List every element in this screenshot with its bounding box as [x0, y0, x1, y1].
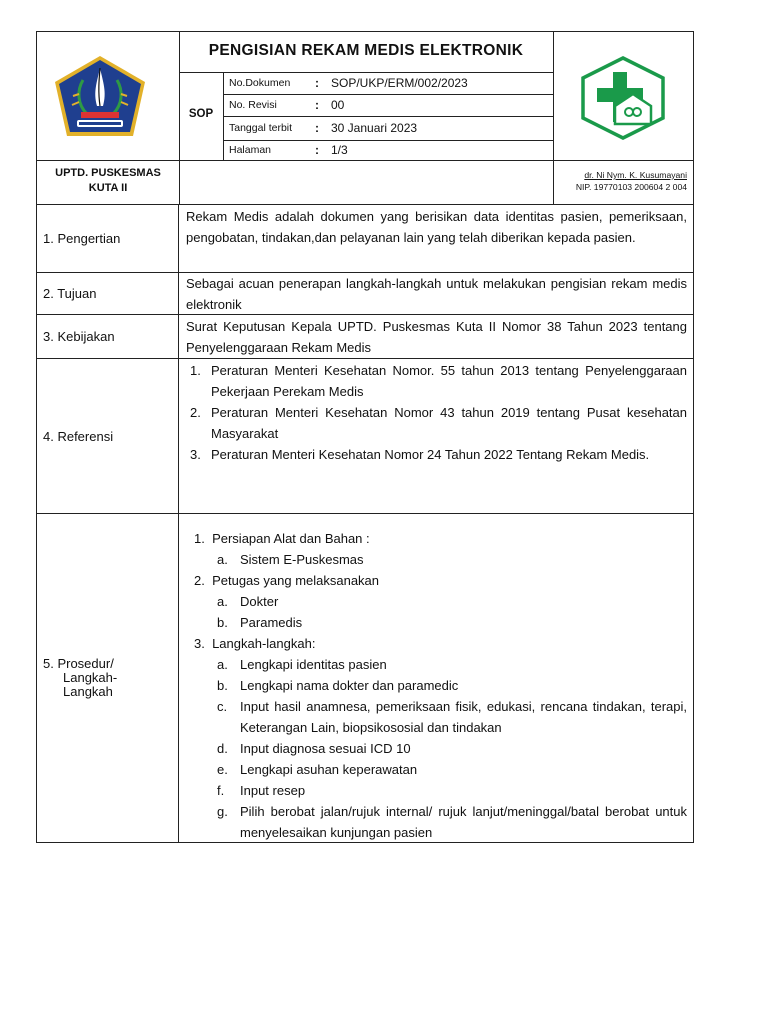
item-text: Lengkapi identitas pasien: [240, 657, 387, 672]
list-text: Peraturan Menteri Kesehatan Nomor 24 Tahun 2022 Tentang Rekam Medis.: [211, 447, 650, 462]
list-item: [186, 360, 687, 402]
section-referensi: [36, 359, 694, 514]
list-number: 1.: [190, 363, 201, 378]
item-text: Input diagnosa sesuai ICD 10: [240, 741, 411, 756]
item-text: Lengkapi asuhan keperawatan: [240, 762, 418, 777]
item-letter: b.: [217, 615, 228, 630]
list-item: [186, 696, 687, 738]
list-item: [186, 549, 687, 570]
list-item: [186, 738, 687, 759]
meta-value-no-dokumen: SOP/UKP/ERM/002/2023: [331, 76, 468, 90]
procedure-step: [186, 633, 687, 654]
sop-document: [36, 31, 694, 843]
item-text: Input resep: [240, 783, 306, 798]
meta-value-no-revisi: 00: [331, 98, 345, 112]
section-text: Surat Keputusan Kepala UPTD. Puskesmas Kuta II Nomor 38 Tahun 2023 tentang Penyelenggaraan Rekam Medis: [186, 319, 687, 355]
item-letter: a.: [217, 552, 228, 567]
step-text: Persiapan Alat dan Bahan :: [212, 531, 370, 546]
meta-value-tanggal-terbit: 30 Januari 2023: [331, 121, 418, 135]
item-letter: a.: [217, 657, 228, 672]
signatory: [576, 169, 687, 193]
step-text: Petugas yang melaksanakan: [212, 573, 380, 588]
section-label: 4. Referensi: [37, 359, 179, 513]
item-letter: a.: [217, 594, 228, 609]
list-item: [186, 759, 687, 780]
item-letter: e.: [217, 762, 228, 777]
item-text: Lengkapi nama dokter dan paramedic: [240, 678, 459, 693]
section-text: Rekam Medis adalah dokumen yang berisikan data identitas pasien, pemeriksaan, pengobatan, tindakan,dan pelayanan lain yang telah diberikan kepada pasien.: [186, 209, 687, 245]
list-item: [186, 801, 687, 843]
step-text: Langkah-langkah:: [212, 636, 316, 651]
section-label: 1. Pengertian: [37, 205, 179, 272]
section-label: [37, 514, 179, 842]
meta-colon: :: [315, 98, 319, 112]
badung-regency-logo: [53, 54, 147, 138]
item-letter: d.: [217, 741, 228, 756]
list-number: 2.: [190, 405, 201, 420]
list-item: [186, 654, 687, 675]
list-item: [186, 612, 687, 633]
item-letter: c.: [217, 699, 228, 714]
section-label: 2. Tujuan: [37, 273, 179, 314]
list-item: [186, 402, 687, 444]
label-line: Langkah: [63, 684, 113, 699]
item-text: Sistem E-Puskesmas: [240, 552, 364, 567]
section-prosedur: [36, 514, 694, 843]
meta-colon: :: [315, 121, 319, 135]
section-tujuan: [36, 273, 694, 315]
org-line-1: UPTD. PUSKESMAS: [55, 167, 161, 179]
step-number: 1.: [194, 531, 205, 546]
section-label: 3. Kebijakan: [37, 315, 179, 358]
section-kebijakan: [36, 315, 694, 359]
item-text: Pilih berobat jalan/rujuk internal/ rujuk lanjut/meninggal/batal berobat untuk menyelesaikan kunjungan pasien: [240, 804, 687, 840]
item-text: Paramedis: [240, 615, 303, 630]
list-item: [186, 444, 687, 465]
meta-label-tanggal-terbit: Tanggal terbit: [229, 122, 293, 134]
organization-row: [36, 161, 694, 205]
list-item: [186, 591, 687, 612]
puskesmas-logo: [579, 56, 667, 140]
item-letter: f.: [217, 783, 225, 798]
list-text: Peraturan Menteri Kesehatan Nomor 43 tahun 2019 tentang Pusat kesehatan Masyarakat: [211, 405, 687, 441]
list-item: [186, 780, 687, 801]
meta-value-halaman: 1/3: [331, 143, 348, 157]
label-line: 5. Prosedur/: [43, 656, 114, 671]
list-item: [186, 675, 687, 696]
item-letter: g.: [217, 804, 228, 819]
document-header: [36, 31, 694, 161]
meta-colon: :: [315, 143, 319, 157]
org-line-2: KUTA II: [88, 182, 128, 194]
label-line: Langkah-: [63, 670, 118, 685]
section-text: Sebagai acuan penerapan langkah-langkah untuk melakukan pengisian rekam medis elektronik: [186, 276, 687, 312]
step-number: 3.: [194, 636, 205, 651]
procedure-step: [186, 570, 687, 591]
signatory-name: dr. Ni Nym. K. Kusumayani: [584, 170, 687, 180]
procedure-step: [186, 528, 687, 549]
section-pengertian: [36, 205, 694, 273]
meta-label-no-revisi: No. Revisi: [229, 99, 277, 111]
reference-list: [186, 359, 687, 465]
list-text: Peraturan Menteri Kesehatan Nomor. 55 tahun 2013 tentang Penyelenggaraan Pekerjaan Perekam Medis: [211, 363, 687, 399]
meta-label-no-dokumen: No.Dokumen: [229, 77, 291, 89]
item-text: Input hasil anamnesa, pemeriksaan fisik, edukasi, rencana tindakan, terapi, Keterangan Lain, biopsikososial dan tindakan: [240, 699, 687, 735]
item-letter: b.: [217, 678, 228, 693]
sop-label: SOP: [188, 108, 214, 120]
meta-colon: :: [315, 76, 319, 90]
step-number: 2.: [194, 573, 205, 588]
organization-name: [37, 166, 179, 196]
item-text: Dokter: [240, 594, 279, 609]
meta-label-halaman: Halaman: [229, 144, 272, 156]
document-title: PENGISIAN REKAM MEDIS ELEKTRONIK: [208, 42, 524, 59]
signatory-nip: NIP. 19770103 200604 2 004: [575, 182, 687, 192]
list-number: 3.: [190, 447, 201, 462]
procedure-content: [186, 514, 687, 843]
